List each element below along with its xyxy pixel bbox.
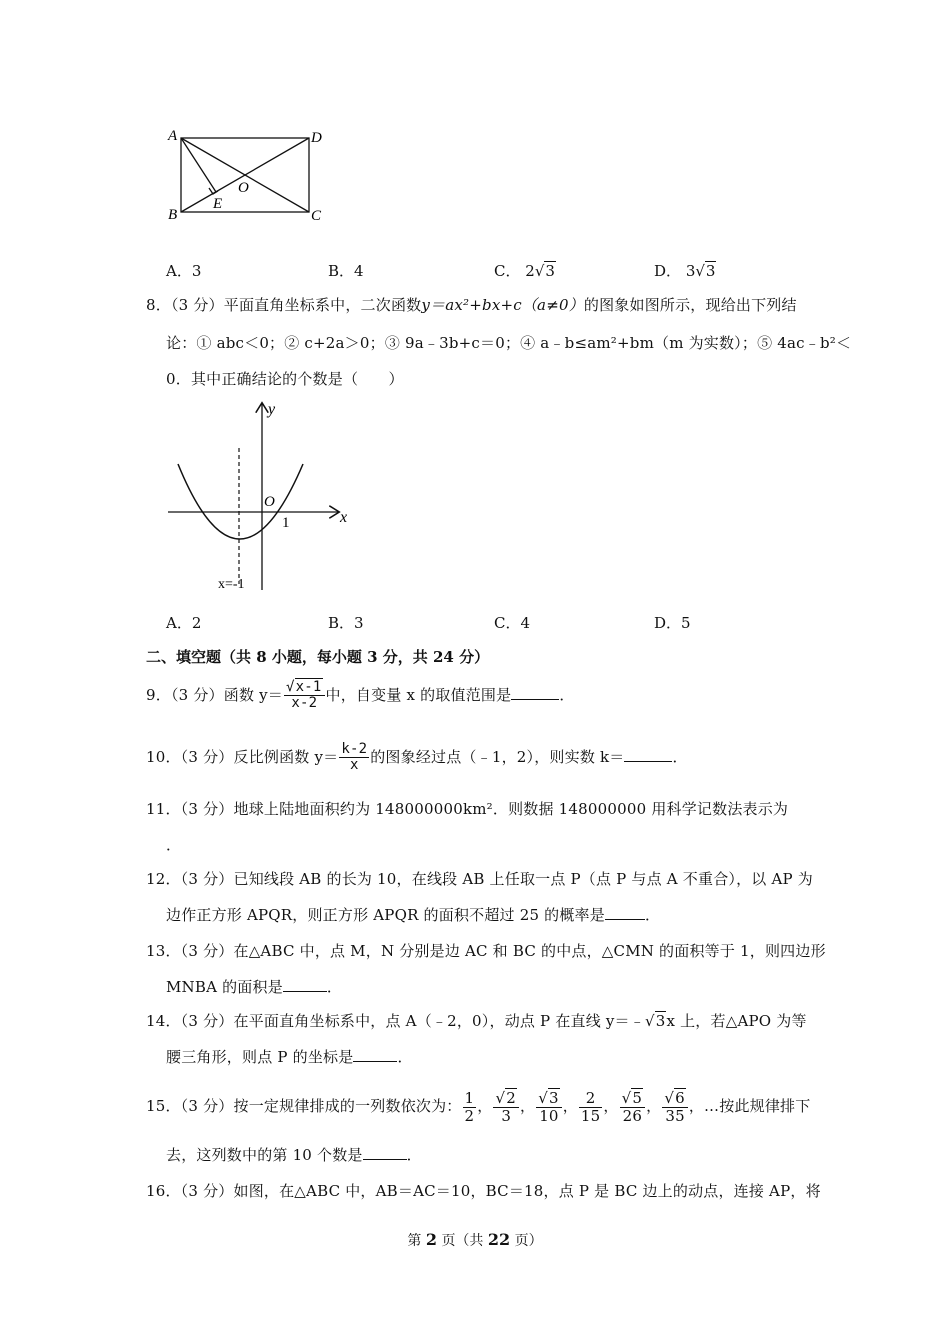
q14-line2: 腰三角形，则点 P 的坐标是 ． bbox=[166, 1048, 413, 1066]
q9-answer-blank[interactable] bbox=[511, 699, 559, 700]
page-footer: 第 2 页（共 22 页） bbox=[407, 1230, 543, 1249]
q15-fraction: $\frac{2}{15}$ bbox=[580, 1089, 601, 1125]
q7-option-a[interactable]: A．3 bbox=[166, 262, 202, 280]
q15-sequence: $\frac{1}{2}$ ， $\frac{√2}{3}$ ， $\frac{√3}{10}$ ， $\frac{2}{15}$ ， $\frac{√5}{26}$ ， $\frac{√6}{35}$ bbox=[462, 1097, 689, 1115]
perpendicular-ae bbox=[181, 138, 216, 192]
q7-option-b[interactable]: B．4 bbox=[328, 262, 364, 280]
q7-option-c-value: 2√3 bbox=[525, 262, 555, 280]
q15-fraction: $\frac{√6}{35}$ bbox=[662, 1090, 688, 1124]
q15-fraction: $\frac{1}{2}$ bbox=[464, 1089, 475, 1125]
q8-option-c[interactable]: C．4 bbox=[494, 614, 531, 632]
q13-answer-blank[interactable] bbox=[283, 991, 327, 992]
symmetry-label: x=-1 bbox=[218, 577, 245, 592]
q12-answer-blank[interactable] bbox=[605, 919, 645, 920]
q11-line1: 11．（3 分）地球上陆地面积约为 148000000km²．则数据 148000000 用科学记数法表示为 bbox=[146, 800, 789, 818]
q13-line1: 13．（3 分）在△ABC 中，点 M，N 分别是边 AC 和 BC 的中点，△CMN 的面积等于 1，则四边形 bbox=[146, 942, 826, 960]
rectangle-figure bbox=[160, 122, 340, 232]
q8-option-b[interactable]: B．3 bbox=[328, 614, 364, 632]
q9-fraction: $\frac{√x-1}{x-2}$ bbox=[284, 680, 325, 712]
origin-label: O bbox=[264, 494, 275, 510]
q7-option-d-label: D． bbox=[654, 262, 682, 280]
label-b: B bbox=[168, 207, 178, 223]
q13-line2: MNBA 的面积是 ． bbox=[166, 978, 343, 996]
q10: 10．（3 分）反比例函数 y＝ $\frac{k-2}{x}$ 的图象经过点（﹣1，2），则实数 k＝ ． bbox=[146, 741, 688, 774]
q15-fraction: $\frac{√3}{10}$ bbox=[536, 1090, 562, 1124]
label-o: O bbox=[238, 180, 249, 196]
x-label: x bbox=[340, 509, 348, 526]
label-c: C bbox=[311, 208, 322, 224]
q15-line1: 15．（3 分）按一定规律排成的一列数依次为： $\frac{1}{2}$ ， $\frac{√2}{3}$ ， $\frac{√3}{10}$ ， $\frac{2}{15}$ ， $\frac{√5}{26}$ ， $\frac{√6}{35}$ ，…按此规律排下 bbox=[146, 1089, 811, 1125]
q7-option-d[interactable] bbox=[654, 262, 716, 280]
section-heading: 二、填空题（共 8 小题，每小题 3 分，共 24 分） bbox=[146, 648, 490, 666]
q8-line3: 0．其中正确结论的个数是（ ） bbox=[166, 370, 404, 388]
q12-line2: 边作正方形 APQR，则正方形 APQR 的面积不超过 25 的概率是 ． bbox=[166, 906, 661, 924]
q8-option-d[interactable]: D．5 bbox=[654, 614, 691, 632]
q14-line1: 14．（3 分）在平面直角坐标系中，点 A（﹣2，0），动点 P 在直线 y＝﹣√3x 上，若△APO 为等 bbox=[146, 1012, 807, 1030]
root-label: 1 bbox=[282, 515, 290, 531]
q7-option-c-label: C． bbox=[494, 262, 521, 280]
q10-answer-blank[interactable] bbox=[624, 761, 672, 762]
q15-line2: 去，这列数中的第 10 个数是 ． bbox=[166, 1146, 422, 1164]
y-label: y bbox=[268, 401, 276, 418]
q15-answer-blank[interactable] bbox=[363, 1159, 407, 1160]
q15-fraction: $\frac{√2}{3}$ bbox=[493, 1090, 519, 1124]
q12-line1: 12．（3 分）已知线段 AB 的长为 10，在线段 AB 上任取一点 P（点 P 与点 A 不重合），以 AP 为 bbox=[146, 870, 813, 888]
q8-line1: 8．（3 分）平面直角坐标系中，二次函数y＝ax²+bx+c（a≠0）的图象如图所示，现给出下列结 bbox=[146, 296, 797, 314]
q15-fraction: $\frac{√5}{26}$ bbox=[620, 1090, 646, 1124]
q14-answer-blank[interactable] bbox=[353, 1061, 397, 1062]
label-e: E bbox=[213, 196, 223, 212]
q11-line2: ． bbox=[166, 836, 182, 854]
label-a: A bbox=[168, 128, 178, 144]
label-d: D bbox=[311, 130, 322, 146]
q7-option-d-value: 3√3 bbox=[685, 262, 716, 280]
q8-option-a[interactable]: A．2 bbox=[166, 614, 202, 632]
q16-line1: 16．（3 分）如图，在△ABC 中，AB＝AC＝10，BC＝18，点 P 是 BC 边上的动点，连接 AP，将 bbox=[146, 1182, 821, 1200]
parabola-graph bbox=[160, 398, 360, 594]
q9: 9．（3 分）函数 y＝ $\frac{√x-1}{x-2}$ 中，自变量 x 的取值范围是 ． bbox=[146, 679, 575, 712]
q8-line2: 论：① abc＜0；② c+2a＞0；③ 9a﹣3b+c＝0；④ a﹣b≤am²+bm（m 为实数）；⑤ 4ac﹣b²＜ bbox=[166, 334, 852, 352]
q7-option-c[interactable] bbox=[494, 262, 556, 280]
q10-fraction: $\frac{k-2}{x}$ bbox=[341, 741, 368, 774]
